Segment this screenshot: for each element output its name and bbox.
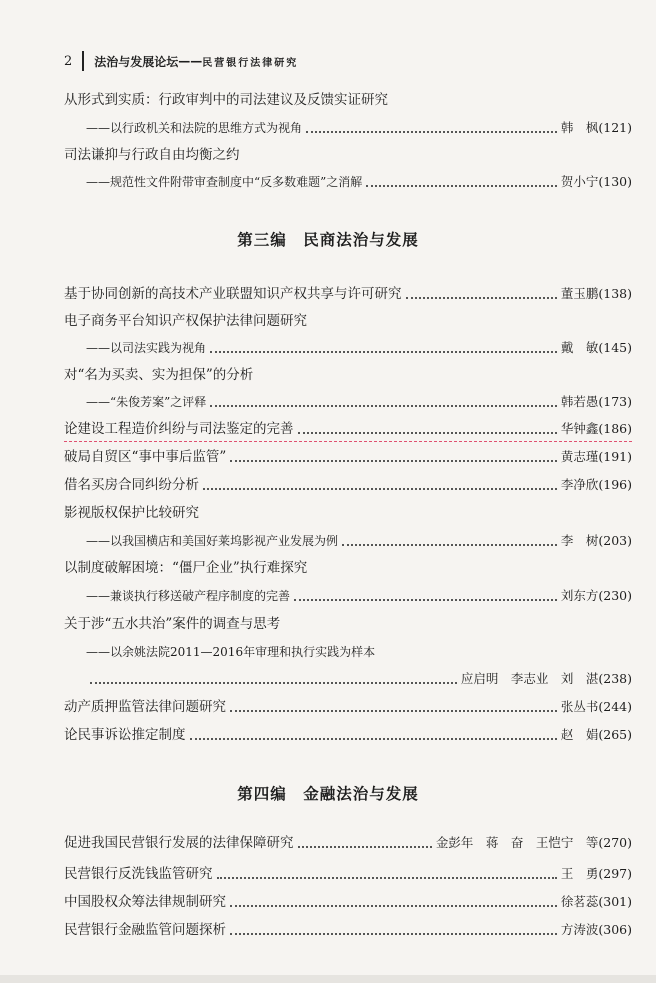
toc-entry [86, 530, 632, 552]
entry-title: 促进我国民营银行发展的法律保障研究 [64, 835, 294, 851]
entry-author-page: 赵 娟(265) [560, 727, 632, 742]
entry-subtitle: ——以行政机关和法院的思维方式为视角 [86, 121, 303, 135]
toc-entry [86, 337, 632, 359]
entry-title: 基于协同创新的高技术产业联盟知识产权共享与许可研究 [64, 286, 402, 302]
entry-author-page: 李净欣(196) [560, 477, 632, 492]
entry-title: 以制度破解困境：“僵尸企业”执行难探究 [64, 560, 308, 576]
dot-leader [210, 342, 557, 353]
entry-title: 民营银行金融监管问题探析 [64, 922, 226, 938]
entry-author-page: 黄志瑾(191) [560, 449, 632, 464]
book-subtitle: 民营银行法律研究 [202, 57, 299, 69]
entry-author-page: 戴 敏(145) [560, 340, 632, 355]
entry-author-page: 董玉鹏(138) [560, 286, 632, 301]
toc-entry [64, 474, 632, 496]
toc-entry [64, 724, 632, 746]
toc-entry [86, 641, 632, 663]
dot-leader [342, 535, 557, 546]
entry-author-page: 华钟鑫(186) [560, 421, 632, 436]
entry-subtitle: ——规范性文件附带审查制度中“反多数难题”之消解 [86, 175, 363, 189]
dot-leader [306, 122, 557, 133]
dot-leader [230, 924, 557, 935]
entry-title: 影视版权保护比较研究 [64, 505, 199, 521]
dot-leader [230, 701, 557, 712]
toc-entry [86, 171, 632, 193]
header-dash: —— [178, 54, 203, 68]
toc-entry [86, 391, 632, 413]
entry-title: 民营银行反洗钱监管研究 [64, 866, 213, 882]
entry-title: 论建设工程造价纠纷与司法鉴定的完善 [64, 421, 294, 437]
section-heading: 第四编 金融法治与发展 [237, 785, 419, 803]
entry-title: 从形式到实质：行政审判中的司法建议及反馈实证研究 [64, 92, 388, 108]
entry-title: 借名买房合同纠纷分析 [64, 477, 199, 493]
entry-title: 关于涉“五水共治”案件的调查与思考 [64, 616, 281, 632]
dot-leader [366, 176, 557, 187]
entry-author-page: 金彭年 蒋 奋 王恺宁 等(270) [435, 835, 632, 850]
entry-author-page: 王 勇(297) [560, 866, 632, 881]
book-title: 法治与发展论坛 [94, 54, 179, 69]
toc-entry [64, 144, 632, 166]
toc-entry [64, 832, 632, 854]
toc-entry [86, 585, 632, 607]
toc-entry [64, 89, 632, 111]
dot-leader [210, 396, 557, 407]
entry-title: 中国股权众筹法律规制研究 [64, 894, 226, 910]
dot-leader [230, 896, 557, 907]
entry-subtitle: ——兼谈执行移送破产程序制度的完善 [86, 589, 291, 603]
toc-entry [64, 502, 632, 524]
entry-author-page: 徐茗蕊(301) [560, 894, 632, 909]
dot-leader [203, 479, 557, 490]
toc-entry [64, 891, 632, 913]
dot-leader [406, 288, 557, 299]
page-bottom-edge [0, 975, 656, 983]
entry-title: 破局自贸区“事中事后监管” [64, 449, 227, 465]
toc-entry [64, 418, 632, 440]
entry-author-page: 李 树(203) [560, 533, 632, 548]
entry-author-page: 贺小宁(130) [560, 174, 632, 189]
entry-title: 论民事诉讼推定制度 [64, 727, 186, 743]
toc-entry [64, 310, 632, 332]
toc-entry [64, 557, 632, 579]
highlight-underline [64, 441, 632, 442]
toc-entry [64, 283, 632, 305]
dot-leader [298, 423, 557, 434]
entry-title: 对“名为买卖、实为担保”的分析 [64, 367, 254, 383]
dot-leader [190, 729, 557, 740]
entry-author-page: 张丛书(244) [560, 699, 632, 714]
toc-entry [64, 364, 632, 386]
entry-author-page: 韩若愚(173) [560, 394, 632, 409]
dot-leader [294, 590, 557, 601]
toc-entry [86, 668, 632, 690]
entry-subtitle: ——以余姚法院2011—2016年审理和执行实践为样本 [86, 645, 376, 659]
entry-author-page: 刘东方(230) [560, 588, 632, 603]
running-header [64, 48, 298, 74]
header-divider [82, 51, 84, 71]
toc-entry [64, 919, 632, 941]
toc-entry [64, 446, 632, 468]
toc-entry [86, 117, 632, 139]
entry-subtitle: ——以司法实践为视角 [86, 341, 207, 355]
entry-author-page: 应启明 李志业 刘 湛(238) [460, 671, 632, 686]
entry-subtitle: ——“朱俊芳案”之评释 [86, 395, 207, 409]
page-number: 2 [64, 53, 73, 69]
dot-leader [217, 868, 557, 879]
toc-entry [64, 863, 632, 885]
entry-author-page: 韩 枫(121) [560, 120, 632, 135]
dot-leader [230, 451, 557, 462]
toc-entry [64, 696, 632, 718]
entry-subtitle: ——以我国横店和美国好莱坞影视产业发展为例 [86, 534, 339, 548]
entry-title: 司法谦抑与行政自由均衡之约 [64, 147, 240, 163]
entry-author-page: 方涛波(306) [560, 922, 632, 937]
section-heading: 第三编 民商法治与发展 [237, 231, 419, 249]
dot-leader [90, 673, 457, 684]
entry-title: 电子商务平台知识产权保护法律问题研究 [64, 313, 307, 329]
toc-entry [64, 613, 632, 635]
entry-title: 动产质押监管法律问题研究 [64, 699, 226, 715]
dot-leader [298, 837, 432, 848]
